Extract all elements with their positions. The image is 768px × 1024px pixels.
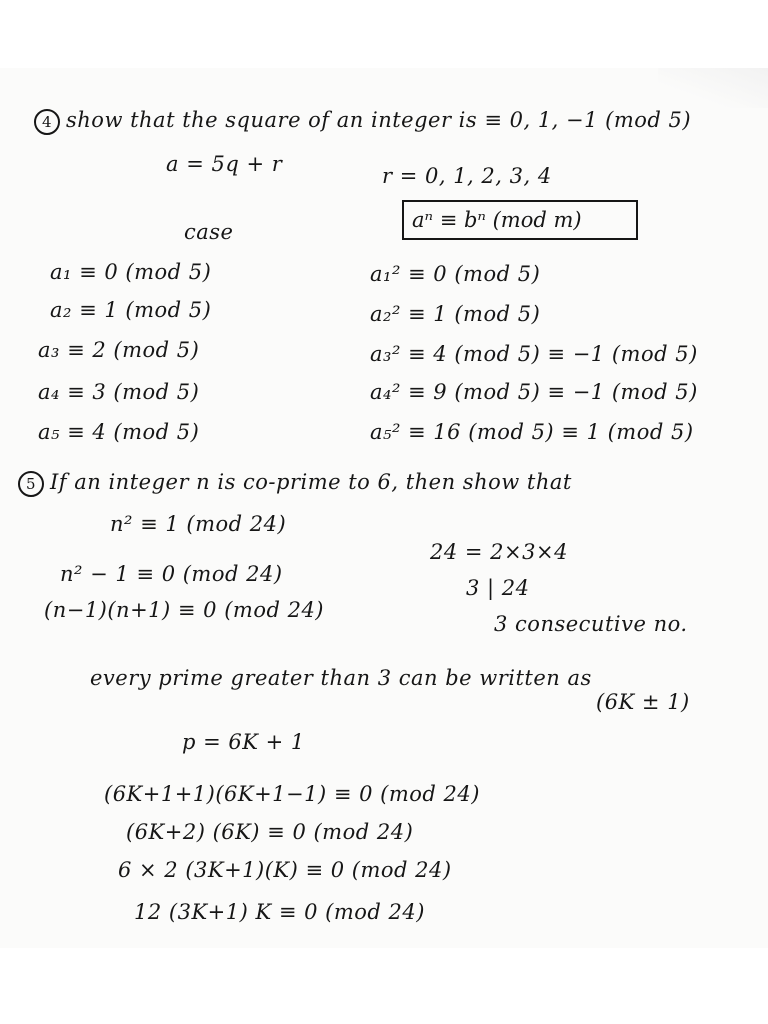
prime-note: every prime greater than 3 can be written as (90, 666, 592, 690)
left-row-4: a₄ ≡ 3 (mod 5) (38, 380, 200, 404)
work-line-3: 6 × 2 (3K+1)(K) ≡ 0 (mod 24) (118, 858, 452, 882)
remainders: r = 0, 1, 2, 3, 4 (382, 164, 552, 188)
notebook-page (0, 68, 768, 948)
page-corner (658, 68, 768, 108)
boxed-rule: aⁿ ≡ bⁿ (mod m) (402, 200, 638, 240)
problem-4-heading (34, 108, 691, 135)
right-row-5: a₅² ≡ 16 (mod 5) ≡ 1 (mod 5) (370, 420, 694, 444)
left-row-5: a₅ ≡ 4 (mod 5) (38, 420, 200, 444)
problem-4-number: 4 (34, 109, 60, 135)
factorization: 24 = 2×3×4 (430, 540, 568, 564)
problem-5-heading-text: If an integer n is co-prime to 6, then show that (50, 470, 572, 494)
step-1: n² − 1 ≡ 0 (mod 24) (60, 562, 283, 586)
right-row-4: a₄² ≡ 9 (mod 5) ≡ −1 (mod 5) (370, 380, 698, 404)
problem-4-heading-text: show that the square of an integer is ≡ 0, 1, −1 (mod 5) (66, 108, 692, 132)
work-line-2: (6K+2) (6K) ≡ 0 (mod 24) (126, 820, 414, 844)
consecutive-note: 3 consecutive no. (494, 612, 688, 636)
case-label: case (184, 220, 234, 244)
claim: n² ≡ 1 (mod 24) (110, 512, 287, 536)
problem-5-heading (18, 470, 572, 497)
work-line-4: 12 (3K+1) K ≡ 0 (mod 24) (134, 900, 425, 924)
left-row-3: a₃ ≡ 2 (mod 5) (38, 338, 200, 362)
step-2: (n−1)(n+1) ≡ 0 (mod 24) (44, 598, 324, 622)
problem-5-number: 5 (18, 471, 44, 497)
prime-form: (6K ± 1) (596, 690, 690, 714)
p-definition: p = 6K + 1 (182, 730, 305, 754)
division-equation: a = 5q + r (166, 152, 283, 176)
left-row-1: a₁ ≡ 0 (mod 5) (50, 260, 212, 284)
right-row-1: a₁² ≡ 0 (mod 5) (370, 262, 541, 286)
divides: 3 | 24 (466, 576, 530, 600)
right-row-2: a₂² ≡ 1 (mod 5) (370, 302, 541, 326)
left-row-2: a₂ ≡ 1 (mod 5) (50, 298, 212, 322)
work-line-1: (6K+1+1)(6K+1−1) ≡ 0 (mod 24) (104, 782, 480, 806)
right-row-3: a₃² ≡ 4 (mod 5) ≡ −1 (mod 5) (370, 342, 698, 366)
